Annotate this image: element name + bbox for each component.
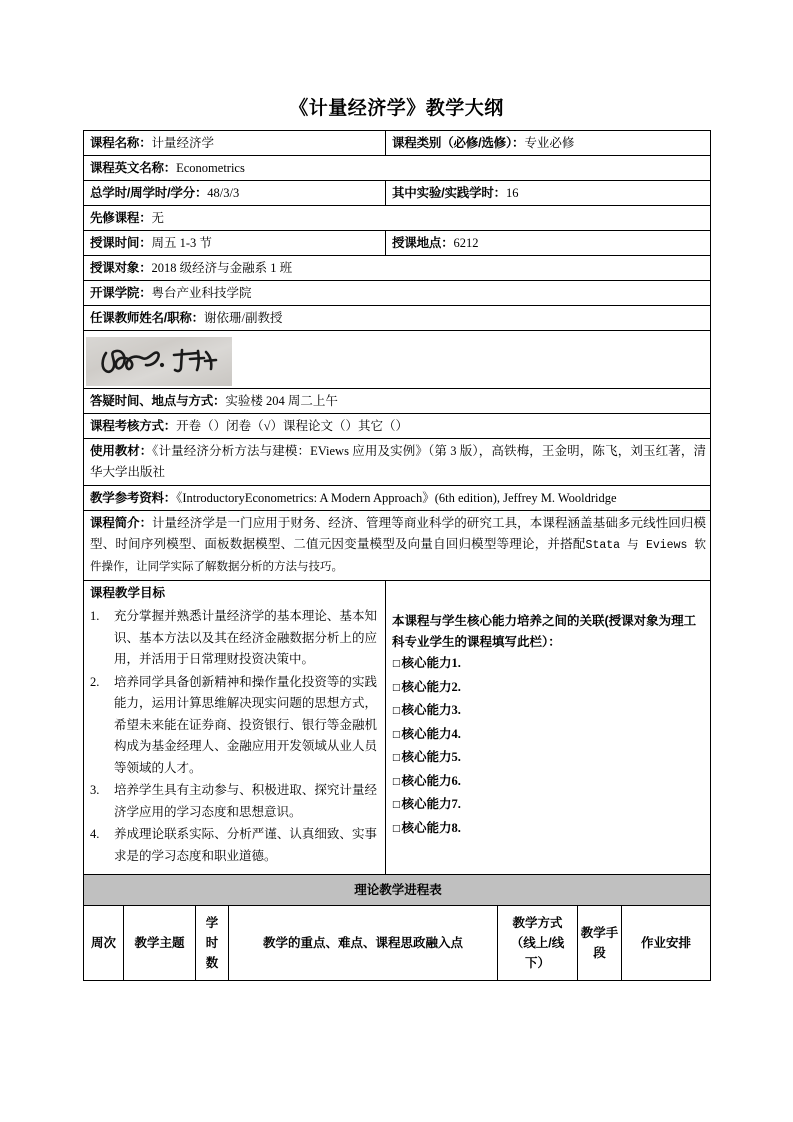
prerequisite-value: 无 [151,210,165,225]
objective-number: 4. [90,827,100,841]
course-name-label: 课程名称： [90,135,152,150]
course-intro-value-tail: Stata 与 Eviews 软件操作，让同学实际了解数据分析的方法与技巧。 [90,539,706,574]
core-competency-list [392,653,705,841]
textbook-label: 使用教材： [90,444,153,458]
schedule-col-means [578,906,622,981]
class-location-value: 6212 [453,235,479,250]
course-english-name-value: Econometrics [176,160,245,175]
objectives-list [90,606,377,867]
credit-hours-value: 48/3/3 [207,185,240,200]
office-hours-label: 答疑时间、地点与方式： [90,393,226,408]
course-intro-paragraph [90,513,706,578]
checkbox-icon[interactable]: □ [392,682,401,693]
course-english-name-label: 课程英文名称： [90,160,177,175]
schedule-col-means-line: 段 [593,946,606,960]
class-time-value: 周五 1-3 节 [151,235,212,250]
assessment-value: 开卷（）闭卷（√）课程论文（）其它（） [176,418,408,433]
schedule-col-topic: 教学主题 [124,906,196,981]
course-intro-value: 计量经济学是一门应用于财务、经济、管理等商业科学的研究工具，本课程涵盖基础多元线性回归模型、时间序列模型、面板数据模型、二值元因变量模型及向量自回归模型等理论，并搭配 [90,516,706,551]
table-row [84,306,711,331]
core-competency-label: 核心能力 [401,703,452,717]
course-intro-label: 课程简介： [90,516,152,530]
core-competency-label: 核心能力 [401,797,452,811]
credit-hours-label: 总学时/周学时/学分： [90,185,208,200]
syllabus-info-table [83,130,711,906]
assessment-label: 课程考核方式： [90,418,177,433]
core-competency-label: 核心能力 [401,750,452,764]
course-name-cell [84,131,386,156]
references-cell [84,486,711,511]
core-competency-label: 核心能力 [401,679,452,694]
schedule-col-method [498,906,578,981]
schedule-col-method-line: （线上/线 [510,936,565,950]
list-item [90,672,377,780]
schedule-col-method-line: 教学方式 [512,916,563,930]
schedule-col-means-line: 教学手 [580,926,619,940]
teacher-value: 谢依珊/副教授 [203,310,283,325]
list-item[interactable] [392,653,705,677]
course-category-cell [386,131,711,156]
schedule-col-homework: 作业安排 [622,906,711,981]
list-item [90,606,377,671]
references-label: 教学参考资料： [90,490,177,505]
core-competency-index: 1. [451,656,461,670]
course-category-label: 课程类别（必修/选修）： [392,135,525,150]
class-location-cell [386,231,711,256]
signature-cell [84,331,711,389]
audience-cell [84,256,711,281]
textbook-paragraph [90,441,706,483]
core-competency-label: 核心能力 [401,656,452,670]
checkbox-icon[interactable]: □ [392,753,401,763]
office-hours-value: 实验楼 204 周二上午 [225,393,338,408]
class-location-label: 授课地点： [392,235,454,250]
core-competency-index: 3. [451,703,461,717]
teacher-signature-image [86,337,232,386]
checkbox-icon[interactable]: □ [392,776,401,787]
schedule-col-hours-char: 数 [205,956,219,970]
references-value: 《IntroductoryEconometrics: A Modern Approach》(6th edition), Jeffrey M. Wooldridge [176,490,617,505]
college-value: 粤台产业科技学院 [151,285,252,300]
textbook-value: 《计量经济分析方法与建模：EViews 应用及实例》（第 3 版），高铁梅，王金明，陈飞，刘玉红著，清华大学出版社 [90,444,706,479]
objective-number: 2. [90,674,100,689]
list-item[interactable] [392,677,705,701]
schedule-col-week: 周次 [84,906,124,981]
core-competency-index: 5. [451,750,461,764]
list-item[interactable] [392,700,705,724]
class-time-label: 授课时间： [90,235,152,250]
table-row [84,181,711,206]
prerequisite-label: 先修课程： [90,210,152,225]
core-competency-index: 7. [451,797,461,811]
lab-hours-label: 其中实验/实践学时： [392,185,506,200]
core-competency-index: 2. [451,679,461,694]
page-title: 《计量经济学》教学大纲 [289,98,504,119]
schedule-header-table [83,905,711,981]
schedule-header-row [84,906,711,981]
textbook-cell [84,439,711,486]
schedule-band-title: 理论教学进程表 [84,875,711,906]
core-competency-label: 核心能力 [401,773,452,788]
list-item[interactable] [392,724,705,748]
core-competency-index: 6. [451,773,461,788]
table-row [84,281,711,306]
list-item[interactable] [392,747,705,771]
course-english-name-cell [84,156,711,181]
assessment-cell [84,414,711,439]
checkbox-icon[interactable]: □ [392,729,401,740]
objective-text: 养成理论联系实际、分析严谨、认真细致、实事求是的学习态度和职业道德。 [114,827,377,863]
college-cell [84,281,711,306]
objective-text: 培养同学具备创新精神和操作量化投资等的实践能力，运用计算思维解决现实问题的思想方式，希望未来能在证券商、投资银行、银行等金融机构成为基金经理人、金融应用开发领域从业人员等领域的人才。 [114,674,377,775]
document-page [83,0,710,981]
lab-hours-cell [386,181,711,206]
college-label: 开课学院： [90,285,152,300]
table-row [84,231,711,256]
table-row [84,875,711,906]
objective-text: 充分掌握并熟悉计量经济学的基本理论、基本知识、基本方法以及其在经济金融数据分析上的应用，并活用于日常理财投资决策中。 [114,609,377,666]
checkbox-icon[interactable]: □ [392,659,401,669]
audience-label: 授课对象： [90,260,152,275]
objective-number: 3. [90,783,100,797]
table-row [84,331,711,389]
objectives-heading: 课程教学目标 [90,586,166,600]
table-row [84,389,711,414]
teacher-cell [84,306,711,331]
objectives-cell [84,581,386,875]
checkbox-icon[interactable]: □ [392,706,401,716]
objective-number: 1. [90,609,100,623]
audience-value: 2018 级经济与金融系 1 班 [151,260,293,275]
objective-text: 培养学生具有主动参与、积极进取、探究计量经济学应用的学习态度和思想意识。 [114,783,377,819]
checkbox-icon[interactable]: □ [392,823,401,834]
core-competency-index: 4. [451,726,461,741]
table-row [84,439,711,486]
course-name-value: 计量经济学 [151,135,215,150]
class-time-cell [84,231,386,256]
list-item[interactable] [392,794,705,818]
schedule-col-focus: 教学的重点、难点、课程思政融入点 [229,906,498,981]
list-item [90,780,377,823]
table-row [84,131,711,156]
table-row [84,486,711,511]
office-hours-cell [84,389,711,414]
core-competency-label: 核心能力 [401,820,452,835]
credit-hours-cell [84,181,386,206]
lab-hours-value: 16 [505,185,519,200]
table-row [84,414,711,439]
list-item[interactable] [392,771,705,795]
table-row [84,206,711,231]
core-competency-cell [386,581,711,875]
schedule-col-hours [196,906,229,981]
schedule-col-method-line: 下） [524,956,550,970]
list-item [90,824,377,867]
list-item[interactable] [392,818,705,842]
course-category-value: 专业必修 [524,135,575,150]
teacher-label: 任课教师姓名/职称： [90,310,204,325]
checkbox-icon[interactable]: □ [392,800,401,810]
core-competency-label: 核心能力 [401,726,452,741]
course-intro-cell [84,511,711,581]
table-row [84,581,711,875]
core-competency-heading: 本课程与学生核心能力培养之间的关联(授课对象为理工科专业学生的课程填写此栏）： [392,614,697,649]
schedule-col-hours-char: 学 [205,916,219,930]
prerequisite-cell [84,206,711,231]
table-row [84,511,711,581]
schedule-col-hours-char: 时 [205,936,219,950]
table-row [84,256,711,281]
core-competency-index: 8. [451,820,461,835]
table-row [84,156,711,181]
